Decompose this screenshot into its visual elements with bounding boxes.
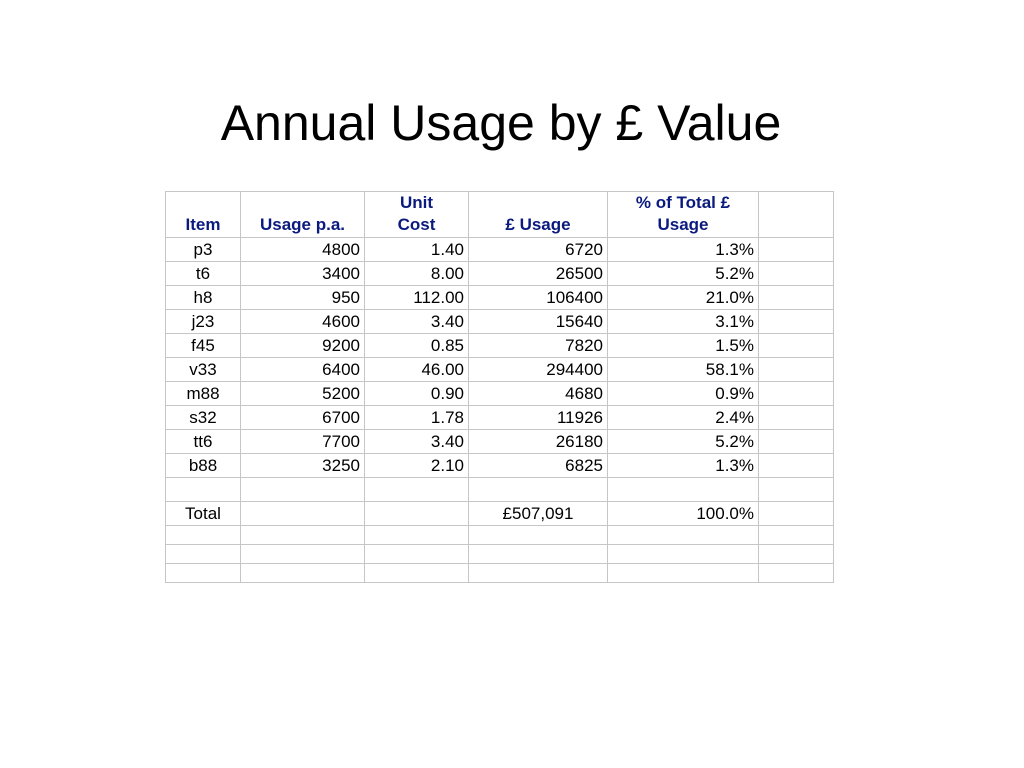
- cell-pound-usage: 4680: [469, 382, 608, 406]
- cell-item: s32: [166, 406, 241, 430]
- cell-usage: 4800: [241, 238, 365, 262]
- table-row: [166, 334, 834, 358]
- total-pct: 100.0%: [608, 502, 759, 526]
- cell-empty: [759, 502, 834, 526]
- table-row: [166, 382, 834, 406]
- cell-pct: 1.3%: [608, 238, 759, 262]
- cell-pct: 5.2%: [608, 262, 759, 286]
- cell-unit-cost: 112.00: [365, 286, 469, 310]
- cell-empty: [241, 478, 365, 502]
- cell-pound-usage: 11926: [469, 406, 608, 430]
- cell-empty: [469, 526, 608, 545]
- cell-usage: 5200: [241, 382, 365, 406]
- cell-empty: [241, 526, 365, 545]
- cell-unit-cost: 0.90: [365, 382, 469, 406]
- usage-table: [165, 191, 834, 583]
- total-label: Total: [166, 502, 241, 526]
- table-body: [166, 238, 834, 583]
- cell-unit-cost: 46.00: [365, 358, 469, 382]
- cell-empty: [759, 334, 834, 358]
- cell-empty: [166, 545, 241, 564]
- cell-unit-cost: 3.40: [365, 310, 469, 334]
- cell-pct: 3.1%: [608, 310, 759, 334]
- header-pct-total: [608, 192, 759, 238]
- cell-item: tt6: [166, 430, 241, 454]
- table-row: [166, 358, 834, 382]
- header-empty: [759, 192, 834, 238]
- header-pound-usage: £ Usage: [469, 192, 608, 238]
- cell-pound-usage: 15640: [469, 310, 608, 334]
- cell-empty: [608, 478, 759, 502]
- cell-pct: 2.4%: [608, 406, 759, 430]
- cell-empty: [759, 310, 834, 334]
- cell-empty: [608, 545, 759, 564]
- cell-item: p3: [166, 238, 241, 262]
- blank-row: [166, 564, 834, 583]
- header-row: [166, 192, 834, 238]
- cell-empty: [608, 526, 759, 545]
- cell-pct: 5.2%: [608, 430, 759, 454]
- header-pct-line1: % of Total £: [635, 193, 731, 212]
- blank-row: [166, 526, 834, 545]
- slide-title: Annual Usage by £ Value: [220, 95, 782, 151]
- cell-pct: 0.9%: [608, 382, 759, 406]
- cell-pound-usage: 26180: [469, 430, 608, 454]
- cell-empty: [759, 526, 834, 545]
- cell-unit-cost: 0.85: [365, 334, 469, 358]
- cell-empty: [759, 262, 834, 286]
- cell-empty: [759, 382, 834, 406]
- cell-empty: [759, 564, 834, 583]
- cell-pound-usage: 6825: [469, 454, 608, 478]
- header-unit-cost: [365, 192, 469, 238]
- cell-empty: [365, 526, 469, 545]
- cell-empty: [759, 238, 834, 262]
- cell-empty: [469, 478, 608, 502]
- table-row: [166, 286, 834, 310]
- cell-empty: [759, 545, 834, 564]
- cell-empty: [759, 406, 834, 430]
- cell-empty: [365, 545, 469, 564]
- total-pound-usage: £507,091: [469, 502, 608, 526]
- cell-unit-cost: 2.10: [365, 454, 469, 478]
- table-row: [166, 262, 834, 286]
- cell-usage: 6400: [241, 358, 365, 382]
- cell-item: h8: [166, 286, 241, 310]
- cell-empty: [241, 545, 365, 564]
- cell-pct: 58.1%: [608, 358, 759, 382]
- cell-unit-cost: 1.78: [365, 406, 469, 430]
- cell-empty: [759, 454, 834, 478]
- cell-item: m88: [166, 382, 241, 406]
- table-row: [166, 454, 834, 478]
- cell-empty: [241, 502, 365, 526]
- table-row: [166, 406, 834, 430]
- cell-usage: 7700: [241, 430, 365, 454]
- cell-pound-usage: 106400: [469, 286, 608, 310]
- header-item: Item: [166, 192, 241, 238]
- cell-item: v33: [166, 358, 241, 382]
- cell-usage: 6700: [241, 406, 365, 430]
- header-unit-cost-line1: Unit: [399, 193, 434, 212]
- cell-empty: [166, 564, 241, 583]
- cell-empty: [759, 478, 834, 502]
- cell-pound-usage: 294400: [469, 358, 608, 382]
- cell-pct: 1.5%: [608, 334, 759, 358]
- blank-row: [166, 478, 834, 502]
- cell-usage: 950: [241, 286, 365, 310]
- cell-empty: [365, 478, 469, 502]
- cell-pound-usage: 26500: [469, 262, 608, 286]
- cell-item: j23: [166, 310, 241, 334]
- cell-unit-cost: 8.00: [365, 262, 469, 286]
- cell-item: f45: [166, 334, 241, 358]
- cell-unit-cost: 3.40: [365, 430, 469, 454]
- cell-empty: [469, 545, 608, 564]
- total-row: [166, 502, 834, 526]
- header-pct-line2: Usage: [657, 215, 709, 234]
- cell-pct: 21.0%: [608, 286, 759, 310]
- cell-pound-usage: 6720: [469, 238, 608, 262]
- cell-empty: [241, 564, 365, 583]
- cell-item: b88: [166, 454, 241, 478]
- cell-empty: [365, 502, 469, 526]
- blank-row: [166, 545, 834, 564]
- cell-usage: 4600: [241, 310, 365, 334]
- cell-empty: [365, 564, 469, 583]
- cell-empty: [166, 526, 241, 545]
- cell-empty: [166, 478, 241, 502]
- table-row: [166, 310, 834, 334]
- cell-unit-cost: 1.40: [365, 238, 469, 262]
- header-usage: Usage p.a.: [241, 192, 365, 238]
- header-unit-cost-line2: Cost: [397, 215, 436, 234]
- cell-empty: [469, 564, 608, 583]
- cell-empty: [759, 430, 834, 454]
- cell-pound-usage: 7820: [469, 334, 608, 358]
- cell-usage: 3250: [241, 454, 365, 478]
- cell-item: t6: [166, 262, 241, 286]
- cell-usage: 3400: [241, 262, 365, 286]
- table-row: [166, 238, 834, 262]
- cell-usage: 9200: [241, 334, 365, 358]
- cell-pct: 1.3%: [608, 454, 759, 478]
- cell-empty: [608, 564, 759, 583]
- cell-empty: [759, 358, 834, 382]
- table-row: [166, 430, 834, 454]
- cell-empty: [759, 286, 834, 310]
